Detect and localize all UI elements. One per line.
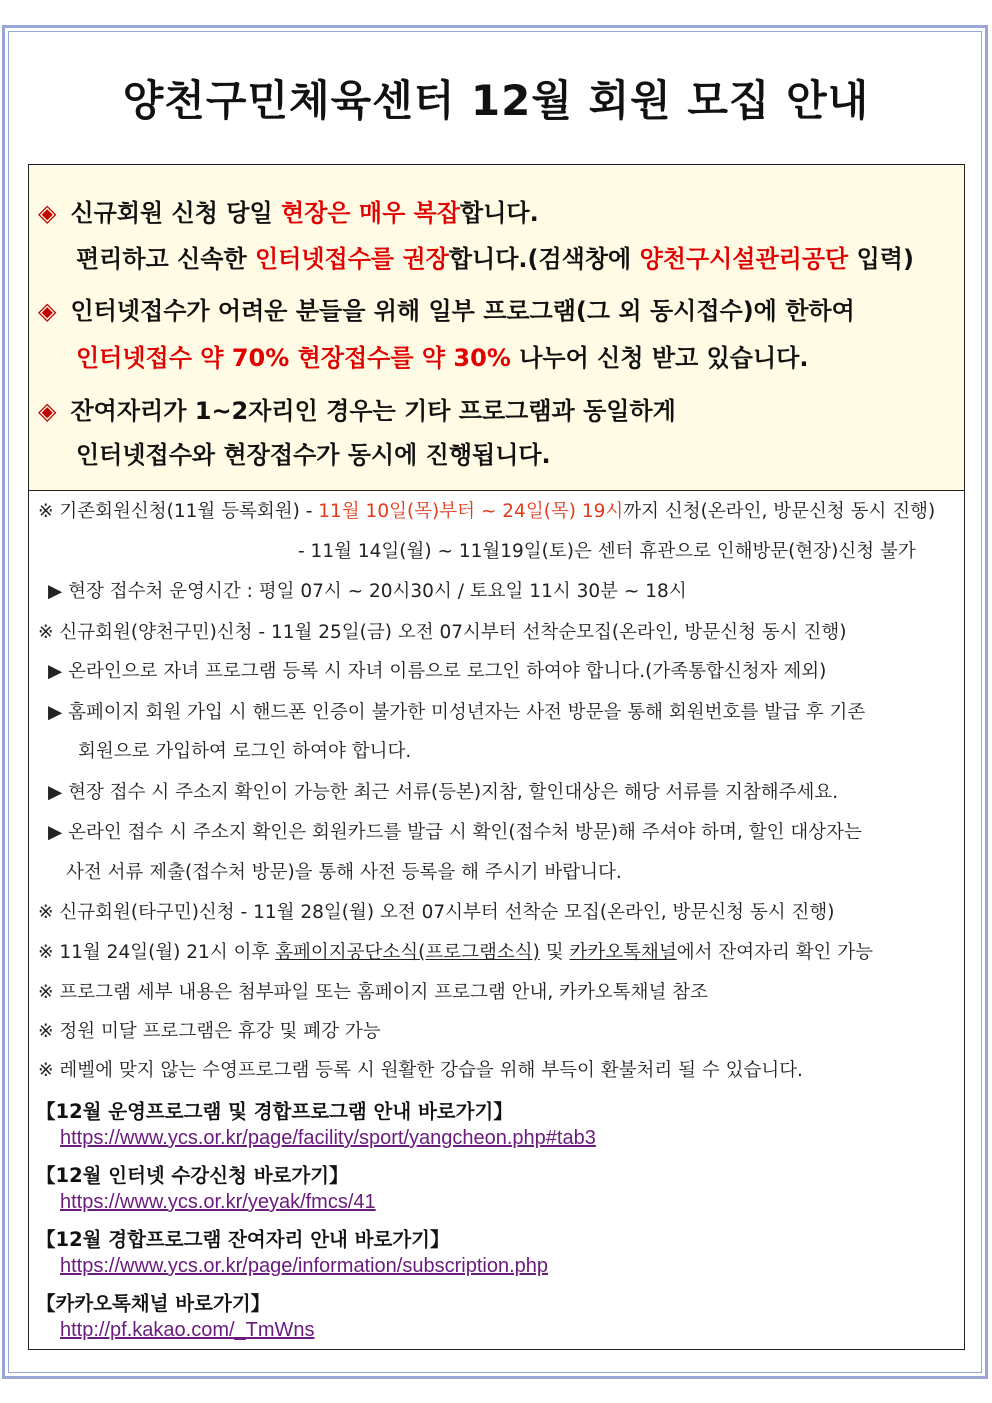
- note-closure: ※ 정원 미달 프로그램은 휴강 및 폐강 가능: [38, 1021, 381, 1042]
- note-minor-1: ▶ 홈페이지 회원 가입 시 핸드폰 인증이 불가한 미성년자는 사전 방문을 통해 회원번호를 발급 후 기존: [48, 702, 866, 723]
- highlight-3-line-1: ◈ 잔여자리가 1~2자리인 경우는 기타 프로그램과 동일하게: [38, 397, 676, 425]
- diamond-bullet-icon: ◈: [38, 297, 57, 325]
- link-programs[interactable]: https://www.ycs.or.kr/page/facility/sport/yangcheon.php#tab3: [60, 1127, 596, 1149]
- highlight-1-line-2: 편리하고 신속한 인터넷접수를 권장합니다.(검색창에 양천구시설관리공단 입력): [76, 245, 914, 273]
- note-details: ※ 프로그램 세부 내용은 첨부파일 또는 홈페이지 프로그램 안내, 카카오톡채널 참조: [38, 982, 708, 1003]
- emphasis-text: 인터넷접수 약 70% 현장접수를 약 30%: [76, 344, 511, 372]
- emphasis-text: 현장은 매우 복잡: [281, 199, 461, 227]
- link-registration[interactable]: https://www.ycs.or.kr/yeyak/fmcs/41: [60, 1191, 376, 1213]
- note-online-1: ▶ 온라인 접수 시 주소지 확인은 회원카드를 발급 시 확인(접수처 방문)해 주셔야 하며, 할인 대상자는: [48, 822, 862, 843]
- link-heading-kakao: 【카카오톡채널 바로가기】: [36, 1292, 271, 1315]
- link-heading-vacancy: 【12월 경합프로그램 잔여자리 안내 바로가기】: [36, 1228, 450, 1251]
- diamond-bullet-icon: ◈: [38, 397, 57, 425]
- note-closed-period: - 11월 14일(월) ~ 11월19일(토)은 센터 휴관으로 인해방문(현장)신청 불가: [298, 541, 916, 562]
- schedule-emphasis: 11월 10일(목)부터 ~ 24일(목) 19시: [318, 501, 624, 522]
- highlight-3-line-2: 인터넷접수와 현장접수가 동시에 진행됩니다.: [76, 441, 551, 469]
- note-operating-hours: ▶ 현장 접수처 운영시간 : 평일 07시 ~ 20시30시 / 토요일 11시 30분 ~ 18시: [48, 581, 687, 602]
- emphasis-text: 인터넷접수를 권장: [255, 245, 449, 273]
- link-kakao[interactable]: http://pf.kakao.com/_TmWns: [60, 1319, 315, 1341]
- diamond-bullet-icon: ◈: [38, 199, 57, 227]
- note-child-login: ▶ 온라인으로 자녀 프로그램 등록 시 자녀 이름으로 로그인 하여야 합니다.(가족통합신청자 제외): [48, 661, 827, 682]
- note-onsite-docs: ▶ 현장 접수 시 주소지 확인이 가능한 최근 서류(등본)지참, 할인대상은 해당 서류를 지참해주세요.: [48, 782, 839, 803]
- highlight-2-line-2: 인터넷접수 약 70% 현장접수를 약 30% 나누어 신청 받고 있습니다.: [76, 344, 809, 372]
- homepage-news-link[interactable]: 홈페이지공단소식(프로그램소식): [275, 942, 540, 963]
- emphasis-text: 양천구시설관리공단: [639, 245, 849, 273]
- highlight-1-line-1: ◈ 신규회원 신청 당일 현장은 매우 복잡합니다.: [38, 199, 539, 227]
- page-title: 양천구민체육센터 12월 회원 모집 안내: [122, 76, 870, 125]
- kakao-channel-link[interactable]: 카카오톡채널: [569, 942, 677, 963]
- link-vacancy[interactable]: https://www.ycs.or.kr/page/information/subscription.php: [60, 1255, 549, 1277]
- note-new-other: ※ 신규회원(타구민)신청 - 11월 28일(월) 오전 07시부터 선착순 모집(온라인, 방문신청 동시 진행): [38, 902, 835, 923]
- highlight-2-line-1: ◈ 인터넷접수가 어려운 분들을 위해 일부 프로그램(그 외 동시접수)에 한하여: [38, 297, 855, 325]
- note-existing-members: ※ 기존회원신청(11월 등록회원) - 11월 10일(목)부터 ~ 24일(목) 19시까지 신청(온라인, 방문신청 동시 진행): [38, 501, 936, 522]
- note-new-resident: ※ 신규회원(양천구민)신청 - 11월 25일(금) 오전 07시부터 선착순모집(온라인, 방문신청 동시 진행): [38, 622, 847, 643]
- note-level: ※ 레벨에 맞지 않는 수영프로그램 등록 시 원활한 강습을 위해 부득이 환불처리 될 수 있습니다.: [38, 1060, 803, 1081]
- link-heading-programs: 【12월 운영프로그램 및 경합프로그램 안내 바로가기】: [36, 1100, 513, 1123]
- note-vacancy: ※ 11월 24일(월) 21시 이후 홈페이지공단소식(프로그램소식) 및 카카오톡채널에서 잔여자리 확인 가능: [38, 942, 874, 963]
- note-online-2: 사전 서류 제출(접수처 방문)을 통해 사전 등록을 해 주시기 바랍니다.: [66, 862, 622, 883]
- link-heading-registration: 【12월 인터넷 수강신청 바로가기】: [36, 1164, 349, 1187]
- note-minor-2: 회원으로 가입하여 로그인 하여야 합니다.: [78, 741, 412, 762]
